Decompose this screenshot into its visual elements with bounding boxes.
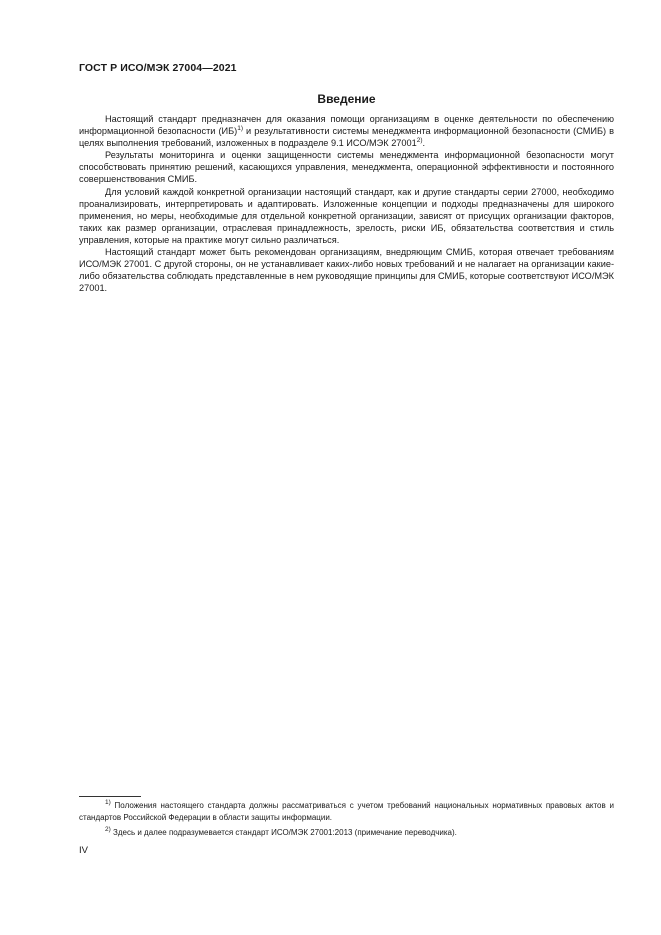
footnote-2 [79, 827, 614, 839]
footnote-2-text: Здесь и далее подразумевается стандарт ИСО/МЭК 27001:2013 (примечание переводчика). [110, 828, 457, 838]
footnote-1-marker: 1) [105, 799, 111, 806]
paragraph-2: Результаты мониторинга и оценки защищенности системы менеджмента информационной безопасности могут способствовать принятию решений, касающихся управления, менеджмента, операционной эффективности и постоянного совершенствования СМИБ. [79, 150, 614, 185]
paragraph-1-text-b: и результативности системы менеджмента информационной безопасности (СМИБ) в целях выполнения требований, изложенных в подразделе 9.1 ИСО/МЭК 27001 [79, 126, 614, 149]
body-text [79, 113, 614, 294]
paragraph-1-text-c: . [422, 138, 426, 149]
section-title: Введение [317, 92, 376, 106]
paragraph-4: Настоящий стандарт может быть рекомендован организациям, внедряющим СМИБ, которая отвечает требованиям ИСО/МЭК 27001. С другой стороны, он не устанавливает каких-либо новых требований и не налагает на организации какие-либо обязательства соблюдать представленные в нем руководящие принципы для СМИБ, которые соответствуют ИСО/МЭК 27001. [79, 247, 614, 294]
paragraph-1 [79, 113, 614, 149]
paragraph-1-text-a: Настоящий стандарт предназначен для оказания помощи организациям в оценке деятельности по обеспечению информационной безопасности (ИБ) [79, 114, 614, 137]
footnote-ref-1: 1) [237, 125, 243, 133]
paragraph-3: Для условий каждой конкретной организации настоящий стандарт, как и другие стандарты серии 27000, необходимо проанализировать, интерпретировать и адаптировать. Изложенные концепции и подходы предназначены для широкого применения, но меры, необходимые для отдельной конкретной организации, зависят от присущих организации факторов, таких как размер организации, отраслевая принадлежность, зрелость, риски ИБ, обязательства соответствия и стиль управления, которые на практике могут сильно различаться. [79, 186, 614, 245]
footnote-1 [79, 800, 614, 823]
footnote-ref-2: 2) [416, 137, 423, 145]
footnote-1-text: Положения настоящего стандарта должны рассматриваться с учетом требований национальных нормативных правовых актов и стандартов Российской Федерации в области защиты информации. [79, 801, 614, 822]
footnote-separator [79, 796, 141, 797]
document-header: ГОСТ Р ИСО/МЭК 27004—2021 [79, 62, 237, 74]
footnote-2-marker: 2) [105, 826, 111, 834]
footnotes [79, 800, 614, 839]
page-number: IV [79, 845, 88, 856]
